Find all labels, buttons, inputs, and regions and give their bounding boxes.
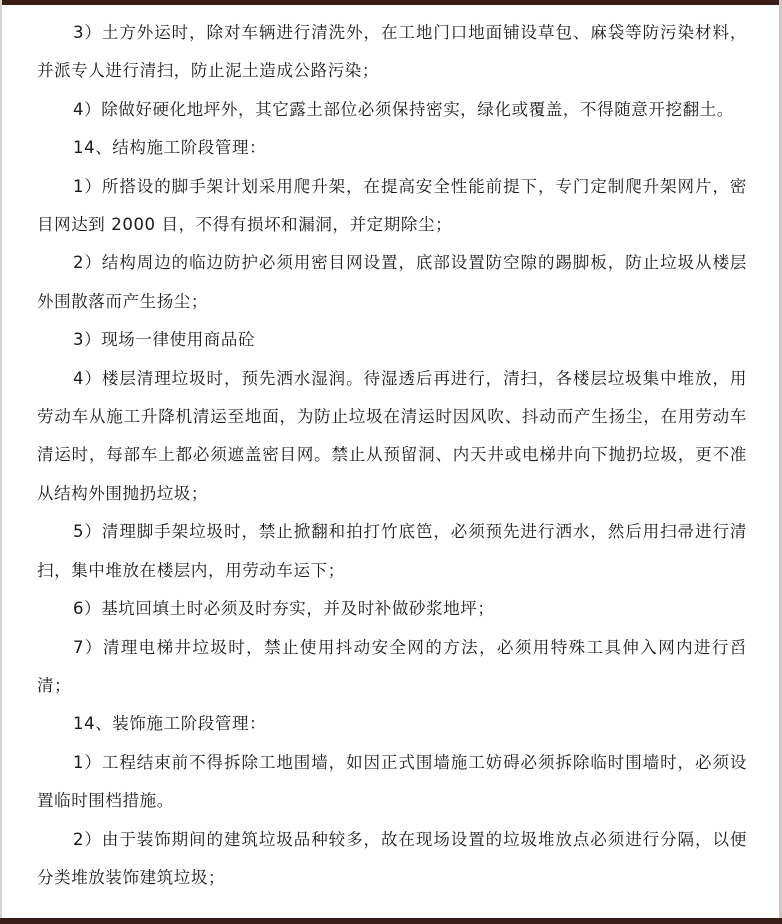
paragraph: 4）除做好硬化地坪外，其它露土部位必须保持密实，绿化或覆盖，不得随意开挖翻土。 — [73, 99, 734, 119]
paragraph: 3）现场一律使用商品砼 — [73, 330, 256, 350]
document-page — [37, 14, 747, 897]
paragraph: 1）所搭设的脚手架计划采用爬升架，在提高安全性能前提下，专门定制爬升架网片，密目网达到 2000 目，不得有损坏和漏洞，并定期除尘； — [37, 176, 747, 235]
paragraph: 1）工程结束前不得拆除工地围墙，如因正式围墙施工妨碍必须拆除临时围墙时，必须设置临时围档措施。 — [37, 752, 747, 811]
paragraph: 5）清理脚手架垃圾时，禁止掀翻和拍打竹底笆，必须预先进行洒水，然后用扫帚进行清扫，集中堆放在楼层内，用劳动车运下； — [37, 522, 747, 580]
paragraph: 7）清理电梯井垃圾时，禁止使用抖动安全网的方法，必须用特殊工具伸入网内进行舀清； — [37, 637, 747, 695]
paragraph: 2）由于装饰期间的建筑垃圾品种较多，故在现场设置的垃圾堆放点必须进行分隔，以便分类堆放装饰建筑垃圾； — [37, 829, 747, 887]
section-heading: 14、结构施工阶段管理： — [73, 138, 267, 158]
paragraph: 6）基坑回填土时必须及时夯实，并及时补做砂浆地坪； — [73, 599, 495, 619]
paragraph: 3）土方外运时，除对车辆进行清洗外，在工地门口地面铺设草包、麻袋等防污染材料，并派专人进行清扫，防止泥土造成公路污染； — [37, 23, 747, 81]
section-heading: 14、装饰施工阶段管理： — [73, 714, 267, 734]
left-border — [0, 0, 2, 924]
bottom-border — [0, 918, 782, 924]
paragraph: 2）结构周边的临边防护必须用密目网设置，底部设置防空隙的踢脚板，防止垃圾从楼层外围散落而产生扬尘； — [37, 253, 747, 311]
paragraph: 4）楼层清理垃圾时，预先洒水湿润。待湿透后再进行，清扫，各楼层垃圾集中堆放，用劳动车从施工升降机清运至地面，为防止垃圾在清运时因风吹、抖动而产生扬尘，在用劳动车清运时，每部车上都必须遮盖密目网。禁止从预留洞、内天井或电梯井向下抛扔垃圾，更不准从结构外围抛扔垃圾； — [37, 368, 747, 503]
top-border — [0, 0, 782, 5]
